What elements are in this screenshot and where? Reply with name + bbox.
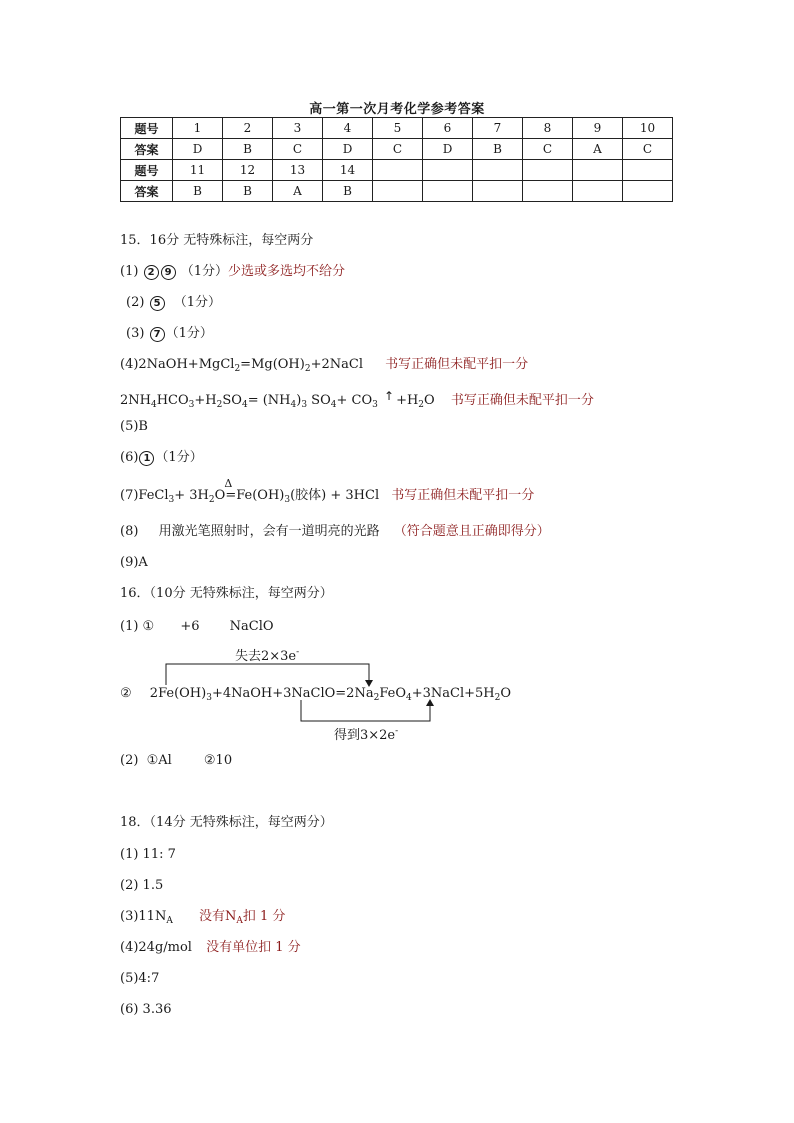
q15-part6: (6) 1 （1分） [120, 450, 203, 465]
q16-part2: (2) ①Al ②10 [120, 753, 233, 768]
q18-part3: $(3)11N_A$ 没有$N_A$扣 1 分 [120, 909, 286, 926]
q15-part5: (5)B [120, 419, 148, 434]
page-title: 高一第一次月考化学参考答案 [309, 102, 485, 117]
table-cell: 3 [273, 118, 323, 139]
table-cell: A [273, 181, 323, 202]
grading-note: 没有$N_A$扣 1 分 [198, 909, 286, 926]
q18-part1: (1) 11: 7 [120, 847, 176, 862]
electron-gain-bracket [301, 700, 430, 721]
grading-note: 少选或多选均不给分 [227, 264, 345, 279]
q15-part7: (7)FeCl$_3$+ $3H_2O$ Δ $=Fe(OH)_3$(胶体) + 3HCl 书写正确但未配平扣一分 [120, 477, 535, 505]
table-cell: 12 [223, 160, 273, 181]
table-cell: 6 [423, 118, 473, 139]
table-cell: 5 [373, 118, 423, 139]
q15-part3: (3) 7 （1分） [126, 326, 213, 341]
table-cell: B [173, 181, 223, 202]
heat-condition: Δ = [224, 477, 237, 503]
circled-number: 5 [150, 296, 165, 311]
electron-gain-label: 得到3×2e- [334, 726, 399, 743]
grading-note: 书写正确但未配平扣一分 [450, 393, 594, 408]
q15-part9: (9)A [120, 555, 148, 570]
q18-part2: (2) 1.5 [120, 878, 164, 893]
q15-part2: (2) 5 （1分） [126, 295, 221, 310]
table-cell: 7 [473, 118, 523, 139]
table-cell: C [273, 139, 323, 160]
q15-part4-eq2: $2NH_4HCO_3+H_2SO_4= (NH_4)_3$ $SO_4+ CO_3$ ↑ $+H_2O$ 书写正确但未配平扣一分 [120, 389, 594, 410]
table-cell: 10 [623, 118, 673, 139]
grading-note: 书写正确但未配平扣一分 [391, 488, 535, 503]
electron-loss-bracket [166, 664, 369, 685]
table-cell: B [473, 139, 523, 160]
q16-part1: (1) ① +6 NaClO [120, 619, 274, 634]
table-cell: D [323, 139, 373, 160]
delta-icon: Δ [224, 477, 233, 490]
table-cell: B [223, 181, 273, 202]
table-cell: 14 [323, 160, 373, 181]
q15-part4-eq1: $(4)2NaOH+MgCl_2=Mg(OH)_2+2NaCl$ 书写正确但未配平扣一分 [120, 357, 529, 374]
table-cell: 8 [523, 118, 573, 139]
table-row-header: 答案 [121, 181, 173, 202]
circled-number: 9 [161, 265, 176, 280]
circled-number: 2 [144, 265, 159, 280]
gas-arrow-icon: ↑ [384, 389, 395, 403]
q18-part5: (5)4:7 [120, 971, 160, 986]
grading-note: 没有单位扣 1 分 [206, 940, 301, 955]
q16-redox-equation: ② $2Fe(OH)_3+4NaOH+3NaClO=2Na_2FeO_4+3NaCl+5H_2O$ [120, 686, 512, 703]
grading-note: （符合题意且正确即得分） [393, 524, 550, 539]
table-cell: 11 [173, 160, 223, 181]
q18-part6: (6) 3.36 [120, 1002, 172, 1017]
table-cell: B [223, 139, 273, 160]
table-cell: D [423, 139, 473, 160]
electron-loss-label: 失去2×3e- [235, 647, 300, 664]
grading-note: 书写正确但未配平扣一分 [385, 357, 529, 372]
table-cell: 13 [273, 160, 323, 181]
table-cell: A [573, 139, 623, 160]
q18-part4: (4)24g/mol 没有单位扣 1 分 [120, 940, 301, 955]
q16-header: 16．（10分 无特殊标注，每空两分） [120, 586, 333, 601]
q18-header: 18．（14分 无特殊标注，每空两分） [120, 815, 333, 830]
table-row-header: 题号 [121, 118, 173, 139]
table-cell: B [323, 181, 373, 202]
table-row-header: 答案 [121, 139, 173, 160]
circled-number: 7 [150, 327, 165, 342]
q15-part1: (1) 2 9 （1分）少选或多选均不给分 [120, 264, 345, 279]
table-cell: 2 [223, 118, 273, 139]
table-cell: 1 [173, 118, 223, 139]
table-cell: D [173, 139, 223, 160]
table-cell: C [523, 139, 573, 160]
table-cell: C [623, 139, 673, 160]
table-cell: 9 [573, 118, 623, 139]
table-cell: 4 [323, 118, 373, 139]
table-cell: C [373, 139, 423, 160]
q15-part8: (8) 用激光笔照射时，会有一道明亮的光路 （符合题意且正确即得分） [120, 524, 550, 539]
circled-number: 1 [139, 451, 154, 466]
q15-header: 15．16分 无特殊标注，每空两分 [120, 233, 314, 248]
table-row-header: 题号 [121, 160, 173, 181]
